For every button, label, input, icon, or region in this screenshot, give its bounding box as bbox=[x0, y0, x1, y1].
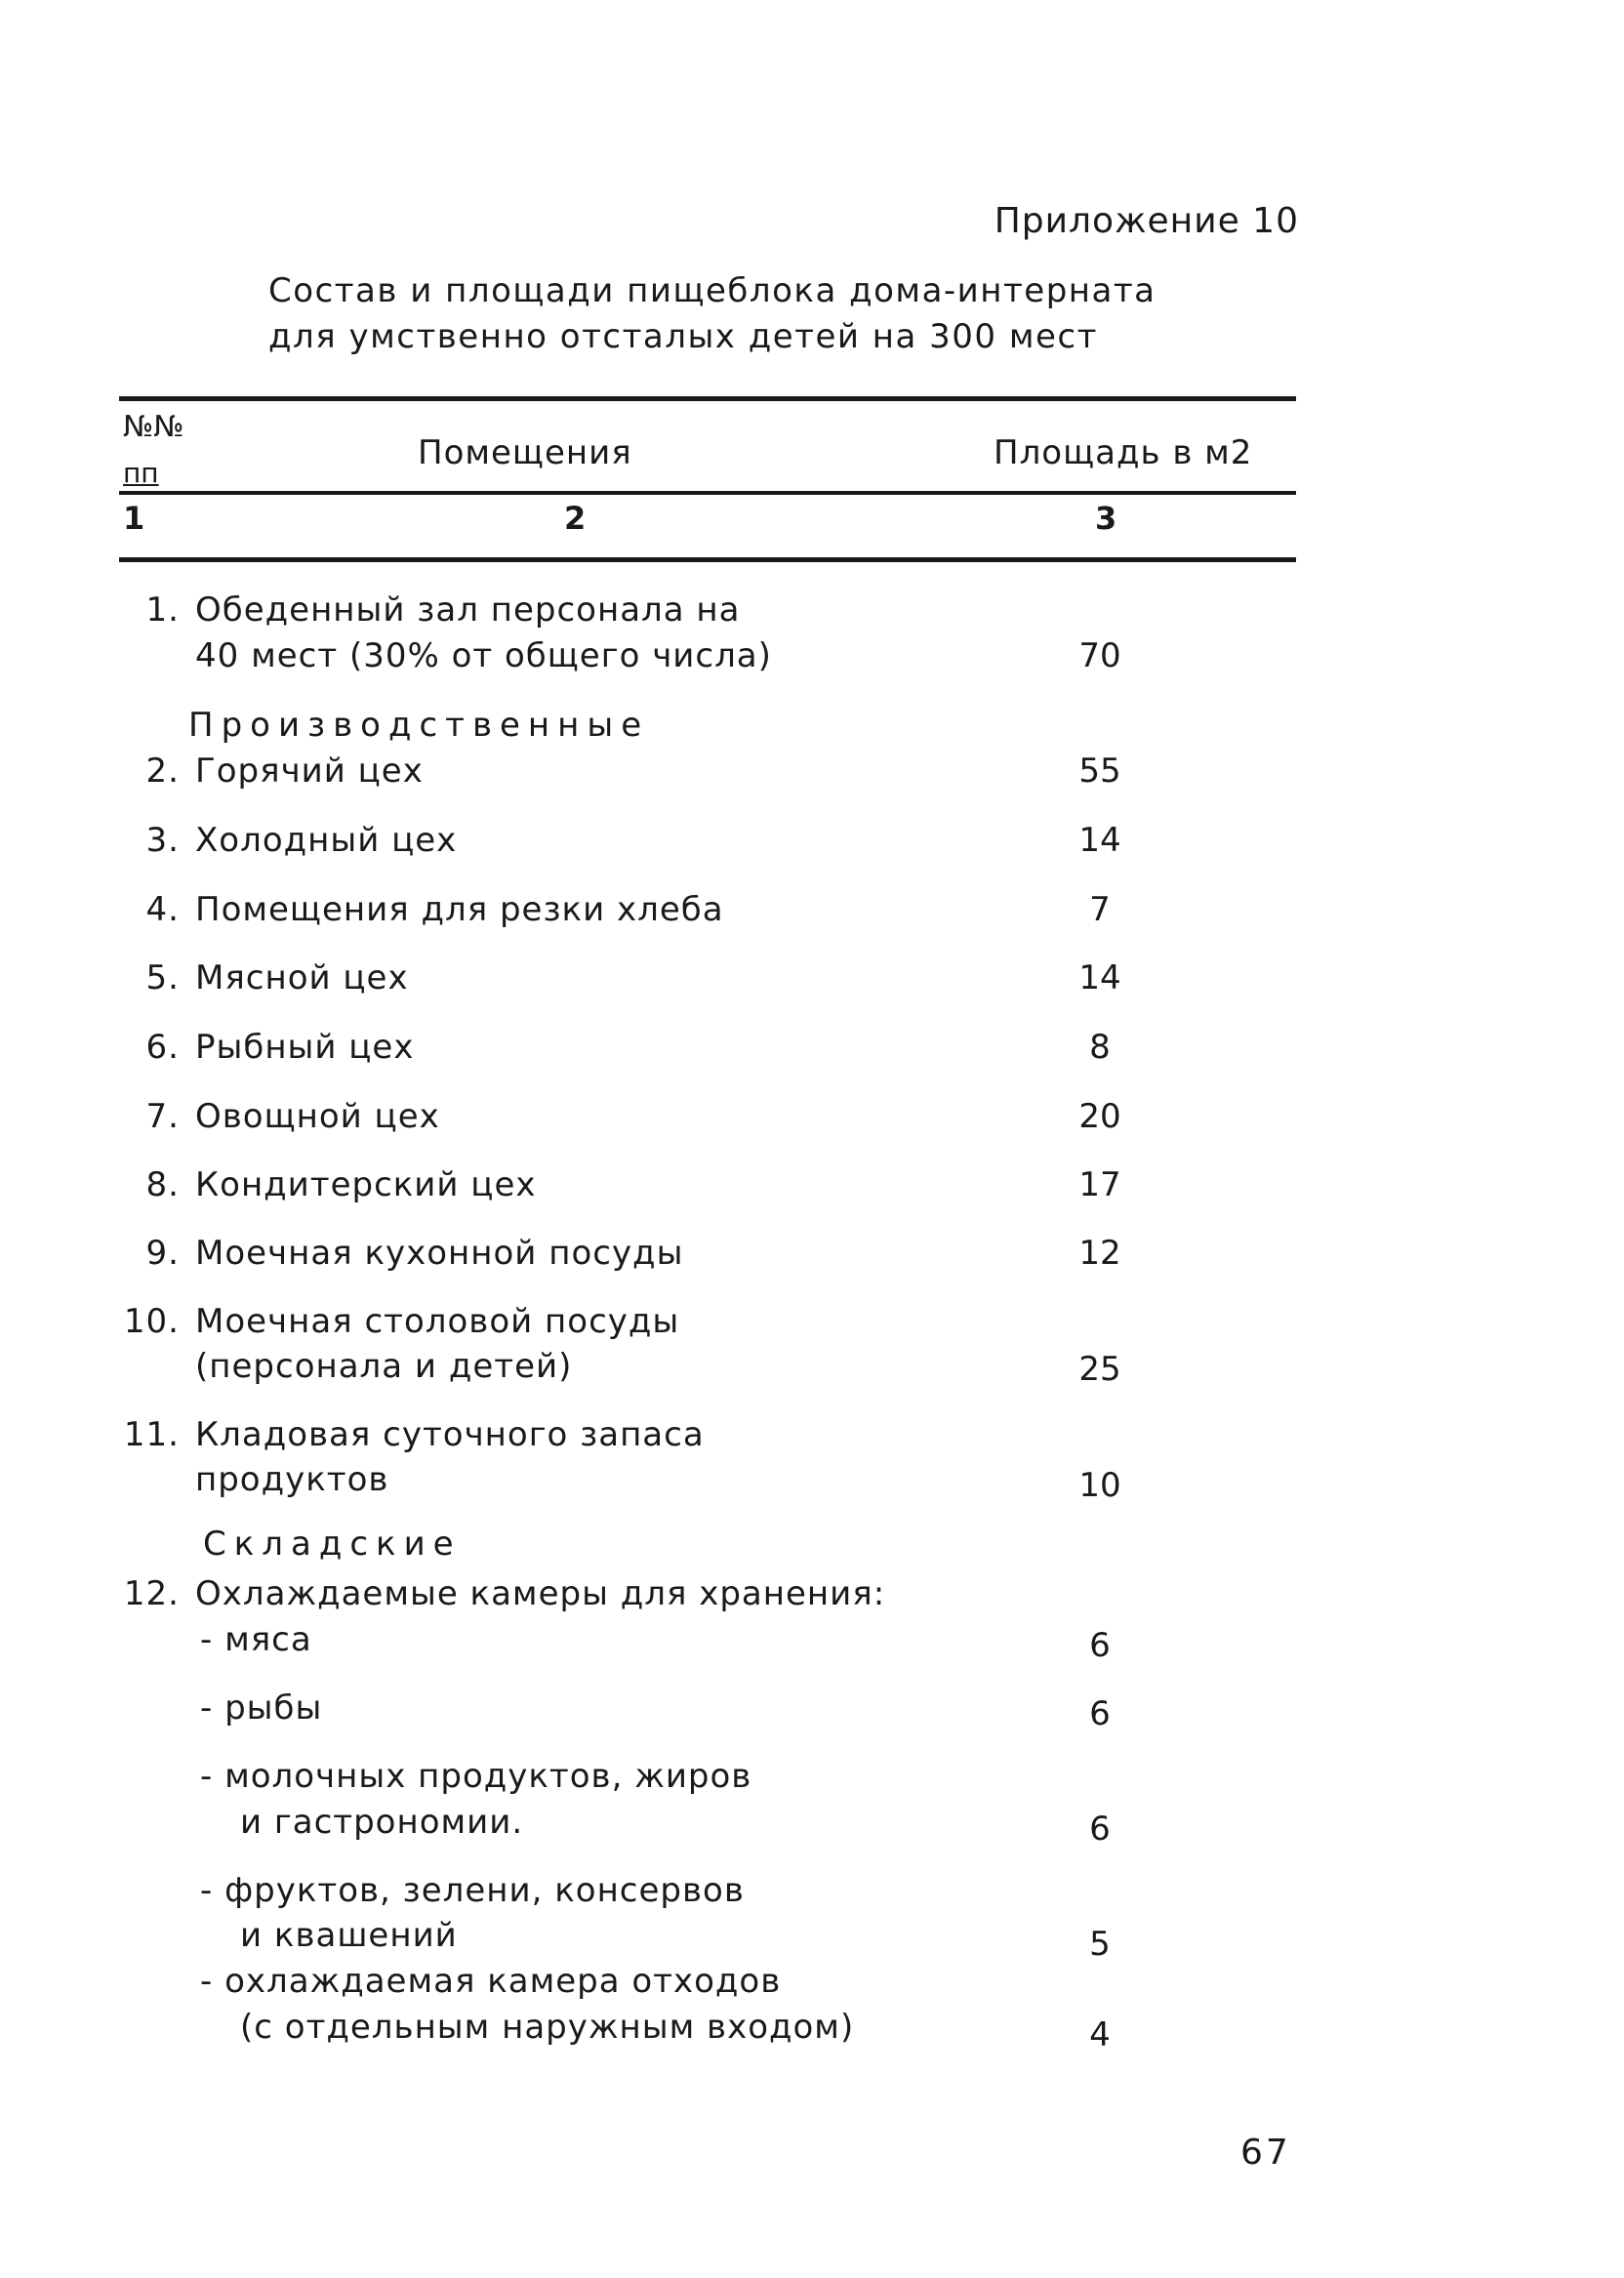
section-heading-storage: Складские bbox=[203, 1525, 462, 1564]
subitem-line: - охлаждаемая камера отходов bbox=[200, 1962, 782, 2001]
column-numbers-rule bbox=[119, 557, 1296, 562]
subitem-line: (с отдельным наружным входом) bbox=[240, 2008, 855, 2047]
item-area: 12 bbox=[1078, 1234, 1121, 1273]
header-pp-label: пп bbox=[123, 457, 159, 489]
item-area: 8 bbox=[1089, 1028, 1111, 1067]
item-name-line: Обеденный зал персонала на bbox=[195, 590, 741, 630]
subitem-area: 4 bbox=[1089, 2015, 1111, 2054]
section-heading-production: Производственные bbox=[188, 706, 650, 745]
item-number: 5. bbox=[145, 958, 180, 997]
item-area: 7 bbox=[1089, 890, 1111, 929]
header-number-label: №№ bbox=[123, 410, 184, 444]
subitem-line: и гастрономии. bbox=[240, 1803, 524, 1842]
subitem-area: 5 bbox=[1089, 1925, 1111, 1964]
item-number: 12. bbox=[123, 1574, 180, 1613]
item-name-line: Горячий цех bbox=[195, 752, 424, 791]
appendix-label: Приложение 10 bbox=[994, 201, 1299, 241]
item-area: 10 bbox=[1078, 1466, 1121, 1505]
item-number: 11. bbox=[123, 1415, 180, 1454]
subitem-line: - мяса bbox=[200, 1620, 312, 1659]
item-area: 14 bbox=[1078, 821, 1121, 860]
subitem-area: 6 bbox=[1089, 1626, 1111, 1665]
item-area: 55 bbox=[1078, 752, 1121, 791]
item-area: 20 bbox=[1078, 1097, 1121, 1136]
column-number-1: 1 bbox=[123, 500, 145, 537]
item-area: 25 bbox=[1078, 1350, 1121, 1389]
item-name-line: Кладовая суточного запаса bbox=[195, 1415, 705, 1454]
subitem-line: - рыбы bbox=[200, 1688, 323, 1728]
document-title-line-1: Состав и площади пищеблока дома-интерната bbox=[268, 271, 1157, 310]
subitem-area: 6 bbox=[1089, 1694, 1111, 1733]
item-number: 4. bbox=[145, 890, 180, 929]
item-name-line: 40 мест (30% от общего числа) bbox=[195, 636, 772, 675]
subitem-area: 6 bbox=[1089, 1810, 1111, 1849]
header-rooms: Помещения bbox=[418, 433, 632, 472]
item-name-line: Рыбный цех bbox=[195, 1028, 415, 1067]
item-number: 10. bbox=[123, 1302, 180, 1341]
item-area: 17 bbox=[1078, 1165, 1121, 1204]
item-name-line: Моечная кухонной посуды bbox=[195, 1234, 684, 1273]
table-top-rule bbox=[119, 396, 1296, 401]
item-name-line: продуктов bbox=[195, 1460, 389, 1499]
item-number: 3. bbox=[145, 821, 180, 860]
item-number: 2. bbox=[145, 752, 180, 791]
header-rule bbox=[119, 491, 1296, 495]
item-name-line: Мясной цех bbox=[195, 958, 409, 997]
item-name-line: Овощной цех bbox=[195, 1097, 440, 1136]
page-number: 67 bbox=[1240, 2133, 1291, 2173]
item-name-line: Помещения для резки хлеба bbox=[195, 890, 724, 929]
item-number: 8. bbox=[145, 1165, 180, 1204]
item-number: 1. bbox=[145, 590, 180, 630]
item-name-line: Охлаждаемые камеры для хранения: bbox=[195, 1574, 886, 1613]
item-number: 6. bbox=[145, 1028, 180, 1067]
subitem-line: - молочных продуктов, жиров bbox=[200, 1757, 752, 1796]
item-name-line: Холодный цех bbox=[195, 821, 458, 860]
item-name-line: (персонала и детей) bbox=[195, 1347, 573, 1386]
item-name-line: Моечная столовой посуды bbox=[195, 1302, 680, 1341]
subitem-line: и квашений bbox=[240, 1916, 458, 1955]
item-area: 14 bbox=[1078, 958, 1121, 997]
item-name-line: Кондитерский цех bbox=[195, 1165, 537, 1204]
column-number-3: 3 bbox=[1095, 500, 1117, 537]
header-area: Площадь в м2 bbox=[994, 433, 1253, 472]
document-title-line-2: для умственно отсталых детей на 300 мест bbox=[268, 317, 1098, 356]
item-area: 70 bbox=[1078, 636, 1121, 675]
subitem-line: - фруктов, зелени, консервов bbox=[200, 1871, 745, 1910]
column-number-2: 2 bbox=[564, 500, 587, 537]
item-number: 9. bbox=[145, 1234, 180, 1273]
item-number: 7. bbox=[145, 1097, 180, 1136]
